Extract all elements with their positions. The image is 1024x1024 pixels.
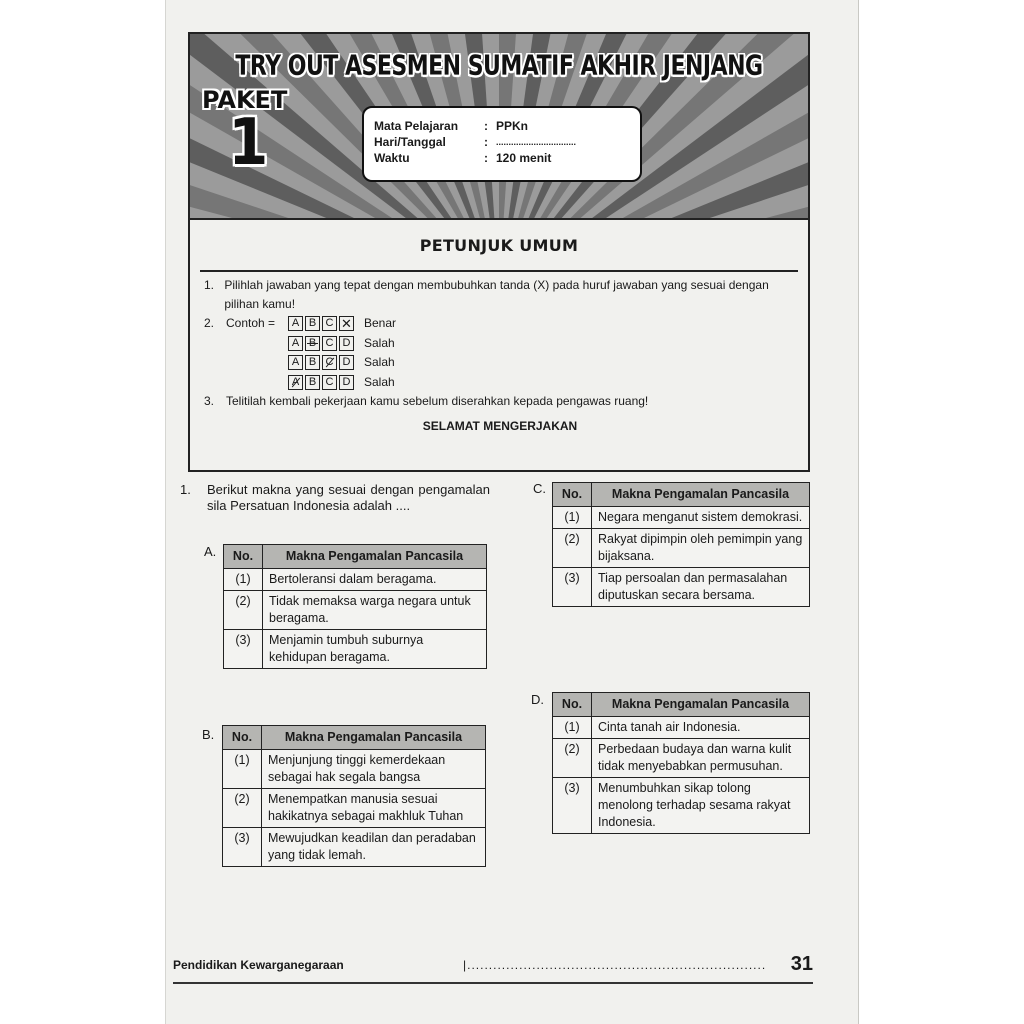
option-a-letter[interactable]: A. [204,544,217,559]
row-no: (3) [553,568,592,607]
answer-box-d: D [339,355,354,370]
answer-box-c: C [322,316,337,331]
answer-box-c: C [322,336,337,351]
instruction-number: 2. [204,316,215,330]
info-sep: : [484,119,488,133]
option-d-table[interactable] [552,692,810,834]
row-no: (1) [223,750,262,789]
option-a-table[interactable] [223,544,487,669]
option-c-table[interactable] [552,482,810,607]
example-result: Salah [364,374,395,389]
col-no: No. [553,483,592,507]
answer-box-b: B [305,316,320,331]
row-no: (3) [553,778,592,834]
answer-box-a: A [288,355,303,370]
instruction-text: Telitilah kembali pekerjaan kamu sebelum diserahkan kepada pengawas ruang! [226,394,649,408]
info-row-time [374,150,640,166]
col-no: No. [224,545,263,569]
info-row-subject [374,118,640,134]
row-text: Menumbuhkan sikap tolong menolong terhadap sesama rakyat Indonesia. [592,778,810,834]
info-key: Waktu [374,151,410,165]
example-row-salah [226,334,396,354]
option-b-letter[interactable]: B. [202,727,215,742]
row-text: Perbedaan budaya dan warna kulit tidak menyebabkan permusuhan. [592,739,810,778]
row-no: (1) [224,569,263,591]
col-makna: Makna Pengamalan Pancasila [592,483,810,507]
col-no: No. [223,726,262,750]
info-key: Hari/Tanggal [374,135,446,149]
instruction-number: 1. [204,278,215,292]
row-no: (1) [553,717,592,739]
info-value-date: ................................ [496,137,577,147]
col-makna: Makna Pengamalan Pancasila [263,545,487,569]
info-value-subject: PPKn [496,119,529,133]
footer-dot-leader: |..................................................................... [463,958,767,972]
question-number: 1. [180,482,191,497]
question-stem: Berikut makna yang sesuai dengan pengamalan sila Persatuan Indonesia adalah .... [207,482,490,513]
page-number: 31 [790,953,813,975]
table-row [224,569,487,591]
table-row [553,739,810,778]
exam-info-box [362,106,642,182]
answer-box-d: D [339,336,354,351]
answer-box-a-slashed: A [288,375,303,390]
table-row [553,568,810,607]
answer-box-d-crossed [339,316,354,331]
row-text: Mewujudkan keadilan dan peradaban yang tidak lemah. [262,828,486,867]
table-row [553,778,810,834]
row-no: (3) [223,828,262,867]
row-no: (1) [553,507,592,529]
row-no: (2) [553,739,592,778]
option-b-table[interactable] [222,725,486,867]
answer-box-b: B [305,375,320,390]
row-text: Menjunjung tinggi kemerdekaan sebagai hak segala bangsa [262,750,486,789]
option-d-letter[interactable]: D. [531,692,544,707]
footer-subject: Pendidikan Kewarganegaraan [173,958,344,972]
row-text: Tiap persoalan dan permasalahan diputuskan secara bersama. [592,568,810,607]
example-row-salah [226,373,396,393]
row-text: Rakyat dipimpin oleh pemimpin yang bijaksana. [592,529,810,568]
col-no: No. [553,693,592,717]
instructions-title: PETUNJUK UMUM [419,236,579,255]
info-value-time: 120 menit [496,151,552,165]
instruction-text: Pilihlah jawaban yang tepat dengan membubuhkan tanda (X) pada huruf jawaban yang sesuai dengan pilihan kamu! [224,278,769,311]
table-row [553,507,810,529]
info-sep: : [484,151,488,165]
paket-number: 1 [228,106,269,180]
example-result: Salah [364,335,395,350]
row-text: Negara menganut sistem demokrasi. [592,507,810,529]
info-row-date [374,134,640,150]
info-sep: : [484,135,488,149]
row-no: (3) [224,630,263,669]
row-text: Cinta tanah air Indonesia. [592,717,810,739]
table-row [224,591,487,630]
answer-box-c: C [322,375,337,390]
row-no: (2) [553,529,592,568]
row-text: Menempatkan manusia sesuai hakikatnya sebagai makhluk Tuhan [262,789,486,828]
table-row [553,529,810,568]
table-row [553,717,810,739]
answer-box-a: A [288,336,303,351]
header-banner [188,32,810,220]
answer-box-a: A [288,316,303,331]
footer-divider [173,982,813,984]
example-result: Benar [364,316,397,331]
example-row-benar [226,314,396,334]
general-instructions [188,220,810,472]
answer-box-b: B [305,355,320,370]
paket-label: PAKET [202,86,288,114]
row-text: Menjamin tumbuh suburnya kehidupan beragama. [263,630,487,669]
closing-text: SELAMAT MENGERJAKAN [422,419,578,433]
option-c-letter[interactable]: C. [533,481,546,496]
table-row [224,630,487,669]
row-no: (2) [223,789,262,828]
row-no: (2) [224,591,263,630]
table-row [223,789,486,828]
row-text: Tidak memaksa warga negara untuk beragama. [263,591,487,630]
instruction-2 [204,314,796,392]
table-row [223,828,486,867]
instruction-3 [204,392,796,411]
answer-box-c-slashed: C [322,355,337,370]
instruction-1 [204,276,796,314]
example-result: Salah [364,355,395,370]
answer-box-b-struck: B [305,336,320,351]
example-row-salah [226,353,396,373]
exam-title: TRY OUT ASESMEN SUMATIF AKHIR JENJANG [235,50,763,83]
answer-box-d: D [339,375,354,390]
col-makna: Makna Pengamalan Pancasila [262,726,486,750]
info-key: Mata Pelajaran [374,119,459,133]
divider [200,270,798,272]
col-makna: Makna Pengamalan Pancasila [592,693,810,717]
example-label: Contoh = [226,316,276,331]
question-1 [180,482,490,514]
instruction-number: 3. [204,394,215,408]
row-text: Bertoleransi dalam beragama. [263,569,487,591]
table-row [223,750,486,789]
